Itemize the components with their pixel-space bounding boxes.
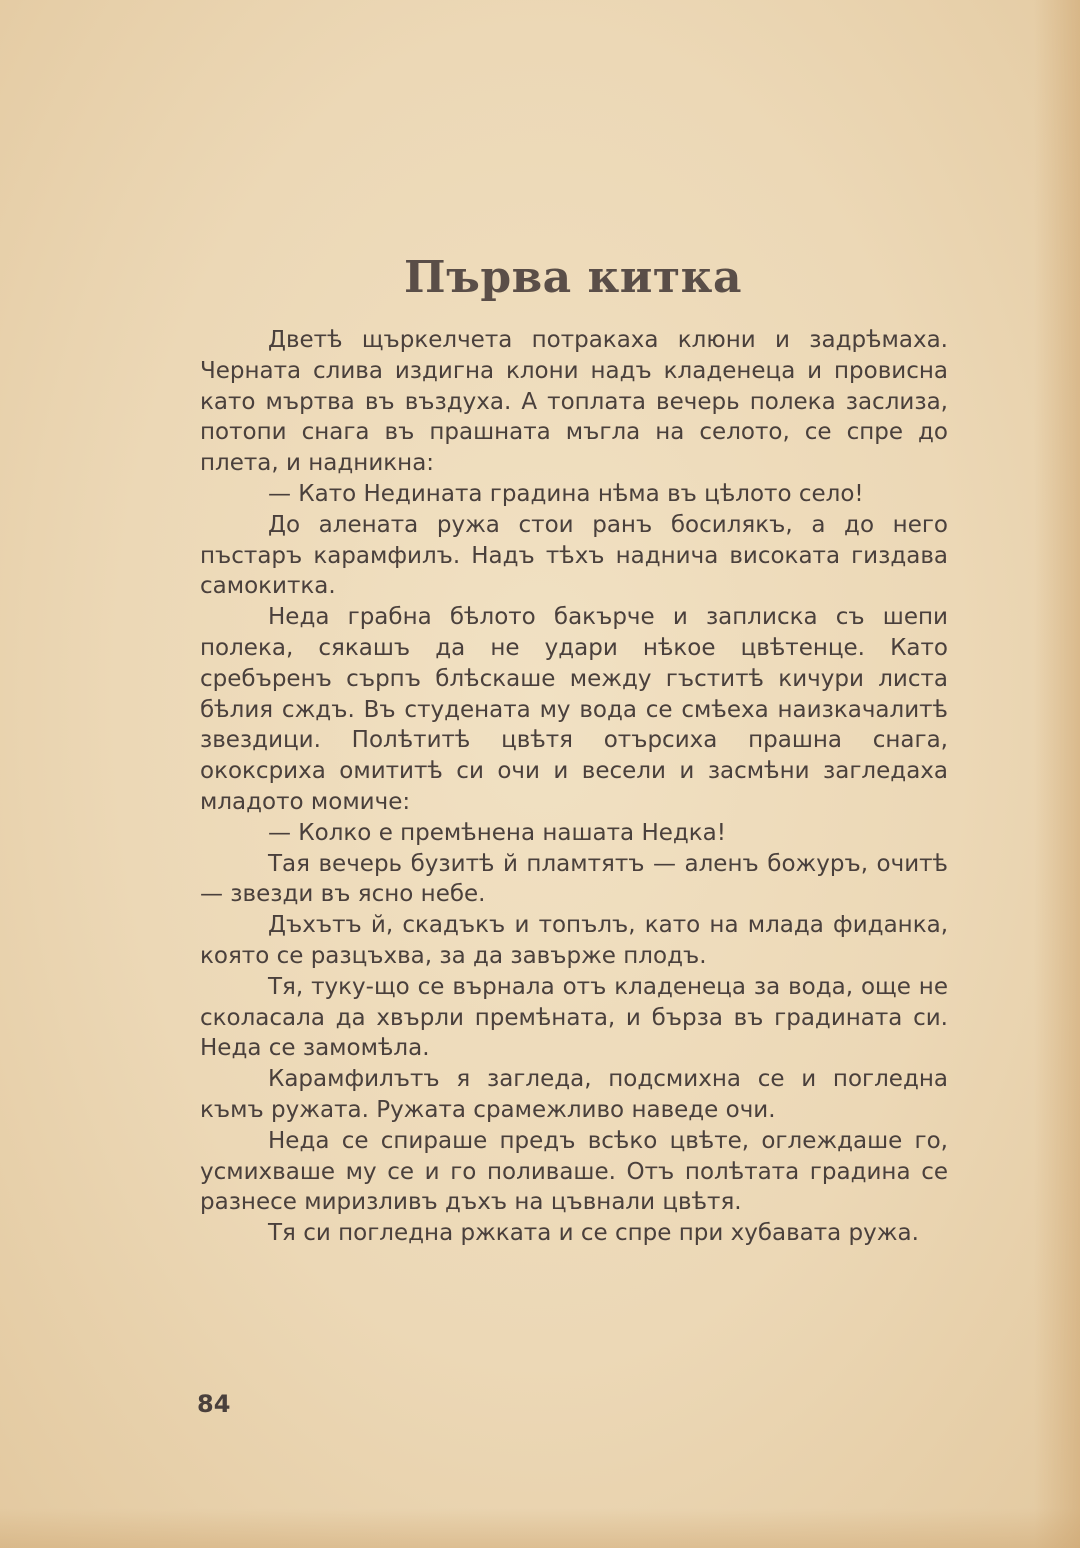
paragraph: Дъхътъ й, скадъкъ и топълъ, като на млада фиданка, която се разцъхва, за да завърже плодъ. <box>200 912 948 969</box>
paragraph: Тя, туку-що се върнала отъ кладенеца за вода, още не сколасала да хвърли премѣната, и бърза въ градината си. Неда се замомѣла. <box>200 973 948 1062</box>
paragraph: — Колко е премѣнена нашата Недка! <box>268 819 727 846</box>
paragraph: Тя си погледна ржката и се спре при хубавата ружа. <box>268 1220 919 1247</box>
page-bottom-shadow <box>0 1508 1080 1548</box>
paragraph: — Като Нединатa градина нѣма въ цѣлото село! <box>268 480 864 507</box>
paragraph: Неда грабна бѣлото бакърче и заплиска съ шепи полека, сякашъ да не удари нѣкое цвѣтенце. Като сребъренъ сърпъ блѣскаше между гъститѣ кичури листа бѣлия сждъ. Въ студената му вода се смѣеха наизкачалитѣ звездици. Полѣтитѣ цвѣтя отърсиха прашна снага, ококcриха омититѣ си очи и весели и засмѣни загледаха младото момиче: <box>200 604 948 815</box>
paragraph: Дветѣ щъркелчета потракаха клюни и задрѣмахa. Черната слива издигна клони надъ кладенеца и провисна като мъртва въ въздуха. А топлата вечерь полека заслиза, потопи снага въ прашната мъгла на селото, се спре до плета, и надникна: <box>200 327 948 477</box>
page-edge-shadow <box>1034 0 1080 1548</box>
paragraph: До аленатa ружа стои ранъ босилякъ, а до него пъстаръ карамфилъ. Надъ тѣхъ надничa високата гиздава самокитка. <box>200 511 948 600</box>
paragraph: Тая вечерь бузитѣ й пламтятъ — аленъ божуръ, очитѣ — звезди въ ясно небе. <box>200 850 948 908</box>
paragraph: Неда се спираше предъ всѣко цвѣте, оглеждаше го, усмихваше му се и го поливаше. Отъ полѣтата градина се разнесе миризливъ дъхъ на цъвнали цвѣтя. <box>200 1127 948 1216</box>
page-number: 84 <box>197 1390 231 1418</box>
chapter-body <box>200 325 948 1249</box>
chapter-title: Първа китка <box>404 252 742 303</box>
paragraph: Карамфилътъ я загледа, подсмихна се и погледна къмъ ружата. Ружата срамежливо наведе очи. <box>200 1066 948 1123</box>
